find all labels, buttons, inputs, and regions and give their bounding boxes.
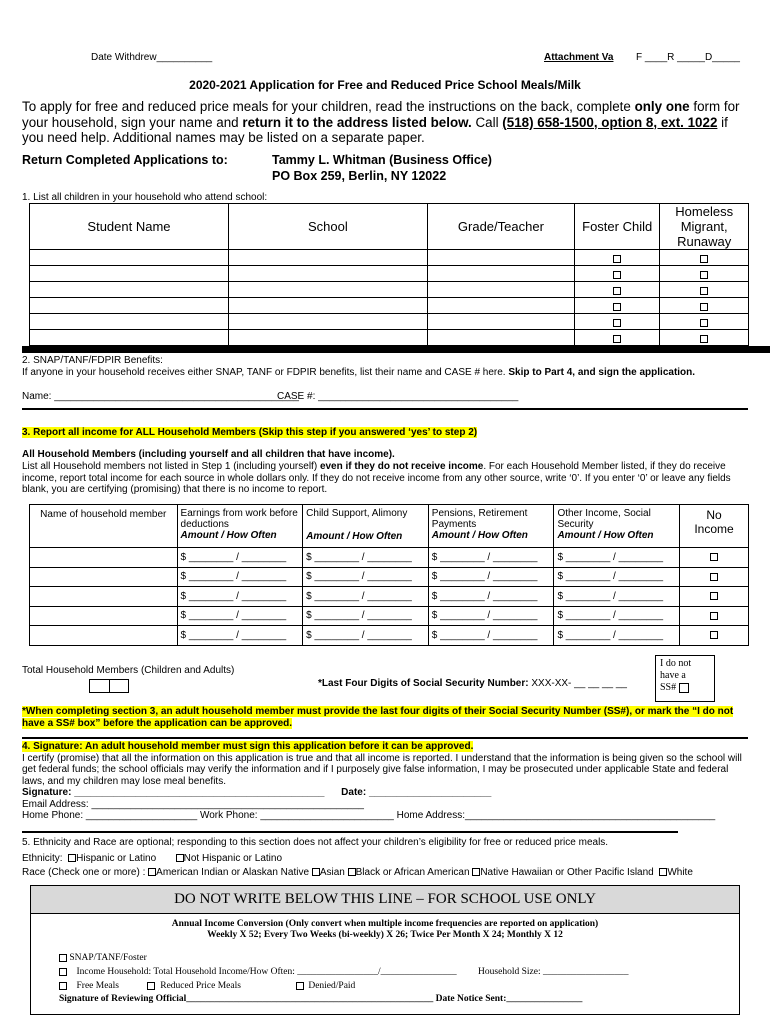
snap-name-field[interactable]: Name: ____________________________________________ bbox=[22, 391, 299, 402]
school-use-heading: DO NOT WRITE BELOW THIS LINE – FOR SCHOOL USE ONLY bbox=[31, 886, 739, 914]
no-income-checkbox[interactable] bbox=[710, 553, 718, 561]
pensions-cell[interactable]: $ ________ / ________ bbox=[428, 587, 554, 607]
certification-text: I certify (promise) that all the information on this application is true and that all income is reported. I understand that the information is being given so the school will get federal funds; the school officials may verify the information and if I purposely give false information, I may be prosecuted under applicable State and federal laws, and my children may lose meal benefits. bbox=[22, 752, 742, 787]
earnings-cell[interactable]: $ ________ / ________ bbox=[177, 587, 303, 607]
earnings-cell[interactable]: $ ________ / ________ bbox=[177, 548, 303, 568]
student-name-cell[interactable] bbox=[30, 282, 229, 298]
no-income-checkbox[interactable] bbox=[710, 573, 718, 581]
other-income-cell[interactable]: $ ________ / ________ bbox=[554, 606, 680, 626]
free-checkbox[interactable] bbox=[59, 982, 67, 990]
school-cell[interactable] bbox=[228, 314, 427, 330]
race-checkbox[interactable] bbox=[348, 868, 356, 876]
section2-label: 2. SNAP/TANF/FDPIR Benefits: bbox=[22, 355, 163, 366]
not-hispanic-checkbox[interactable] bbox=[176, 854, 184, 862]
col-school: School bbox=[228, 204, 427, 250]
hispanic-checkbox[interactable] bbox=[68, 854, 76, 862]
income-conversion: Annual Income Conversion (Only convert when multiple income frequencies are reported on application) Weekly X 52; Every Two Weeks (bi-weekly) X 26; Twice Per Month X 24; Monthly X 12 bbox=[171, 919, 599, 940]
no-income-checkbox[interactable] bbox=[710, 592, 718, 600]
section-divider bbox=[22, 831, 678, 833]
grade-cell[interactable] bbox=[427, 266, 574, 282]
denied-checkbox[interactable] bbox=[296, 982, 304, 990]
school-cell[interactable] bbox=[228, 250, 427, 266]
member-name-cell[interactable] bbox=[30, 567, 178, 587]
col-other-income: Other Income, Social Security Amount / How Often bbox=[554, 505, 680, 548]
col-homeless: Homeless Migrant, Runaway bbox=[660, 204, 749, 250]
date-field[interactable]: Date: ______________________ bbox=[341, 787, 492, 798]
student-name-cell[interactable] bbox=[30, 314, 229, 330]
pensions-cell[interactable]: $ ________ / ________ bbox=[428, 606, 554, 626]
total-members-label: Total Household Members (Children and Adults) bbox=[22, 665, 235, 676]
child-support-cell[interactable]: $ ________ / ________ bbox=[303, 626, 429, 646]
official-signature-field[interactable]: Signature of Reviewing Official____________________________________________________ bbox=[59, 994, 434, 1004]
child-support-cell[interactable]: $ ________ / ________ bbox=[303, 567, 429, 587]
income-household-checkbox[interactable] bbox=[59, 968, 67, 976]
pensions-cell[interactable]: $ ________ / ________ bbox=[428, 626, 554, 646]
determination-row: Free Meals Reduced Price Meals Denied/Paid bbox=[59, 981, 355, 991]
section3-subtitle: All Household Members (including yourself and all children that have income). bbox=[22, 449, 395, 460]
pensions-cell[interactable]: $ ________ / ________ bbox=[428, 567, 554, 587]
earnings-cell[interactable]: $ ________ / ________ bbox=[177, 606, 303, 626]
child-row bbox=[30, 330, 749, 346]
student-name-cell[interactable] bbox=[30, 298, 229, 314]
section-divider bbox=[22, 737, 748, 739]
section2-text: If anyone in your household receives either SNAP, TANF or FDPIR benefits, list their name and CASE # here. Skip to Part 4, and sign the application. bbox=[22, 367, 696, 378]
ethnicity-row: Ethnicity: Hispanic or Latino Not Hispanic or Latino bbox=[22, 853, 283, 864]
total-members-input[interactable] bbox=[89, 679, 129, 693]
no-income-checkbox[interactable] bbox=[710, 631, 718, 639]
child-row bbox=[30, 298, 749, 314]
child-support-cell[interactable]: $ ________ / ________ bbox=[303, 548, 429, 568]
return-address: Tammy L. Whitman (Business Office) PO Box 259, Berlin, NY 12022 bbox=[272, 153, 492, 183]
school-cell[interactable] bbox=[228, 282, 427, 298]
intro-paragraph: To apply for free and reduced price meals for your children, read the instructions on the back, complete only one form for your household, sign your name and return it to the address listed below. Call (518) 658-1500, option 8, ext. 1022 if you need help. Additional names may be listed on a separate paper. bbox=[22, 99, 740, 145]
child-support-cell[interactable]: $ ________ / ________ bbox=[303, 587, 429, 607]
foster-checkbox[interactable] bbox=[613, 303, 621, 311]
grade-cell[interactable] bbox=[427, 282, 574, 298]
official-signature-row bbox=[59, 994, 582, 1004]
section-divider bbox=[22, 346, 770, 353]
col-household-member: Name of household member bbox=[30, 505, 178, 548]
return-label: Return Completed Applications to: bbox=[22, 153, 228, 167]
no-income-checkbox[interactable] bbox=[710, 612, 718, 620]
homeless-checkbox[interactable] bbox=[700, 319, 708, 327]
grade-cell[interactable] bbox=[427, 314, 574, 330]
other-income-cell[interactable]: $ ________ / ________ bbox=[554, 548, 680, 568]
home-address-field[interactable]: Home Address:_____________________________________________ bbox=[396, 810, 716, 821]
other-income-cell[interactable]: $ ________ / ________ bbox=[554, 567, 680, 587]
date-notice-field[interactable]: Date Notice Sent:________________ bbox=[435, 994, 583, 1004]
income-household-row: Income Household: Total Household Income/How Often: _________________/________________ Household Size: __________________ bbox=[59, 967, 628, 977]
child-row bbox=[30, 266, 749, 282]
homeless-checkbox[interactable] bbox=[700, 255, 708, 263]
snap-checkbox[interactable] bbox=[59, 954, 67, 962]
school-cell[interactable] bbox=[228, 330, 427, 346]
ssn-warning: *When completing section 3, an adult household member must provide the last four digits of their Social Security Number (SS#), or mark the “I do not have a SS# box” before the application can be approved. bbox=[22, 706, 734, 729]
attachment-label: Attachment Va bbox=[544, 52, 614, 63]
member-name-cell[interactable] bbox=[30, 587, 178, 607]
office-codes: F ____R _____D_____ bbox=[636, 52, 740, 63]
children-table bbox=[29, 203, 749, 346]
home-phone-field[interactable]: Home Phone: ____________________ bbox=[22, 810, 198, 821]
member-name-cell[interactable] bbox=[30, 606, 178, 626]
form-title: 2020-2021 Application for Free and Reduced Price School Meals/Milk bbox=[189, 78, 581, 92]
homeless-checkbox[interactable] bbox=[700, 287, 708, 295]
section4-title: 4. Signature: An adult household member must sign this application before it can be approved. bbox=[22, 741, 474, 752]
race-checkbox[interactable] bbox=[148, 868, 156, 876]
reduced-checkbox[interactable] bbox=[147, 982, 155, 990]
signature-field[interactable]: Signature: _____________________________________________ bbox=[22, 787, 325, 798]
grade-cell[interactable] bbox=[427, 250, 574, 266]
foster-checkbox[interactable] bbox=[613, 271, 621, 279]
child-row bbox=[30, 314, 749, 330]
other-income-cell[interactable]: $ ________ / ________ bbox=[554, 626, 680, 646]
race-row: Race (Check one or more) : American Indian or Alaskan Native Asian Black or African American Native Hawaiian or Other Pacific Island White bbox=[22, 867, 693, 878]
col-grade-teacher: Grade/Teacher bbox=[427, 204, 574, 250]
pensions-cell[interactable]: $ ________ / ________ bbox=[428, 548, 554, 568]
student-name-cell[interactable] bbox=[30, 266, 229, 282]
member-name-cell[interactable] bbox=[30, 548, 178, 568]
col-child-support: Child Support, Alimony Amount / How Often bbox=[303, 505, 429, 548]
income-row bbox=[30, 626, 749, 646]
income-row bbox=[30, 567, 749, 587]
col-foster-child: Foster Child bbox=[575, 204, 660, 250]
work-phone-field[interactable]: Work Phone: ________________________ bbox=[199, 810, 394, 821]
child-row bbox=[30, 250, 749, 266]
homeless-checkbox[interactable] bbox=[700, 303, 708, 311]
section-divider bbox=[22, 408, 748, 410]
section4 bbox=[22, 741, 752, 822]
grade-cell[interactable] bbox=[427, 298, 574, 314]
section5-title: 5. Ethnicity and Race are optional; responding to this section does not affect your children’s eligibility for free or reduced price meals. bbox=[22, 837, 609, 848]
student-name-cell[interactable] bbox=[30, 250, 229, 266]
other-income-cell[interactable]: $ ________ / ________ bbox=[554, 587, 680, 607]
school-use-box bbox=[30, 885, 740, 1015]
section3-instructions: List all Household members not listed in Step 1 (including yourself) even if they do not receive income. For each Household Member listed, if they do receive income, report total income for each source in whole dollars only. If they do not receive income from any other source, write ‘0’. If you enter ‘0’ or leave any fields blank, you are certifying (promising) that there is no income to report. bbox=[22, 461, 731, 495]
section1-label: 1. List all children in your household who attend school: bbox=[22, 192, 268, 203]
col-no-income: No Income bbox=[680, 505, 749, 548]
foster-checkbox[interactable] bbox=[613, 319, 621, 327]
school-cell[interactable] bbox=[228, 266, 427, 282]
income-row bbox=[30, 606, 749, 626]
income-row bbox=[30, 587, 749, 607]
email-field[interactable]: Email Address: _________________________________________________ bbox=[22, 798, 364, 810]
col-student-name: Student Name bbox=[30, 204, 229, 250]
no-ssn-checkbox[interactable] bbox=[679, 683, 689, 693]
no-ssn-box: I do not have a SS# bbox=[655, 655, 715, 702]
section3-title: 3. Report all income for ALL Household Members (Skip this step if you answered ‘yes’ to step 2) bbox=[22, 427, 478, 438]
foster-checkbox[interactable] bbox=[613, 287, 621, 295]
foster-checkbox[interactable] bbox=[613, 335, 621, 343]
snap-row: SNAP/TANF/Foster bbox=[59, 953, 147, 963]
earnings-cell[interactable]: $ ________ / ________ bbox=[177, 626, 303, 646]
earnings-cell[interactable]: $ ________ / ________ bbox=[177, 567, 303, 587]
foster-checkbox[interactable] bbox=[613, 255, 621, 263]
income-table bbox=[29, 504, 749, 646]
ssn-field[interactable]: *Last Four Digits of Social Security Number: XXX-XX- __ __ __ __ bbox=[318, 678, 627, 689]
homeless-checkbox[interactable] bbox=[700, 271, 708, 279]
case-number-field[interactable]: CASE #: ____________________________________ bbox=[277, 391, 519, 402]
grade-cell[interactable] bbox=[427, 330, 574, 346]
student-name-cell[interactable] bbox=[30, 330, 229, 346]
col-earnings: Earnings from work before deductions Amount / How Often bbox=[177, 505, 303, 548]
school-cell[interactable] bbox=[228, 298, 427, 314]
member-name-cell[interactable] bbox=[30, 626, 178, 646]
race-checkbox[interactable] bbox=[312, 868, 320, 876]
homeless-checkbox[interactable] bbox=[700, 335, 708, 343]
col-pensions: Pensions, Retirement Payments Amount / How Often bbox=[428, 505, 554, 548]
income-row bbox=[30, 548, 749, 568]
date-withdrew: Date Withdrew__________ bbox=[91, 52, 213, 63]
child-row bbox=[30, 282, 749, 298]
child-support-cell[interactable]: $ ________ / ________ bbox=[303, 606, 429, 626]
